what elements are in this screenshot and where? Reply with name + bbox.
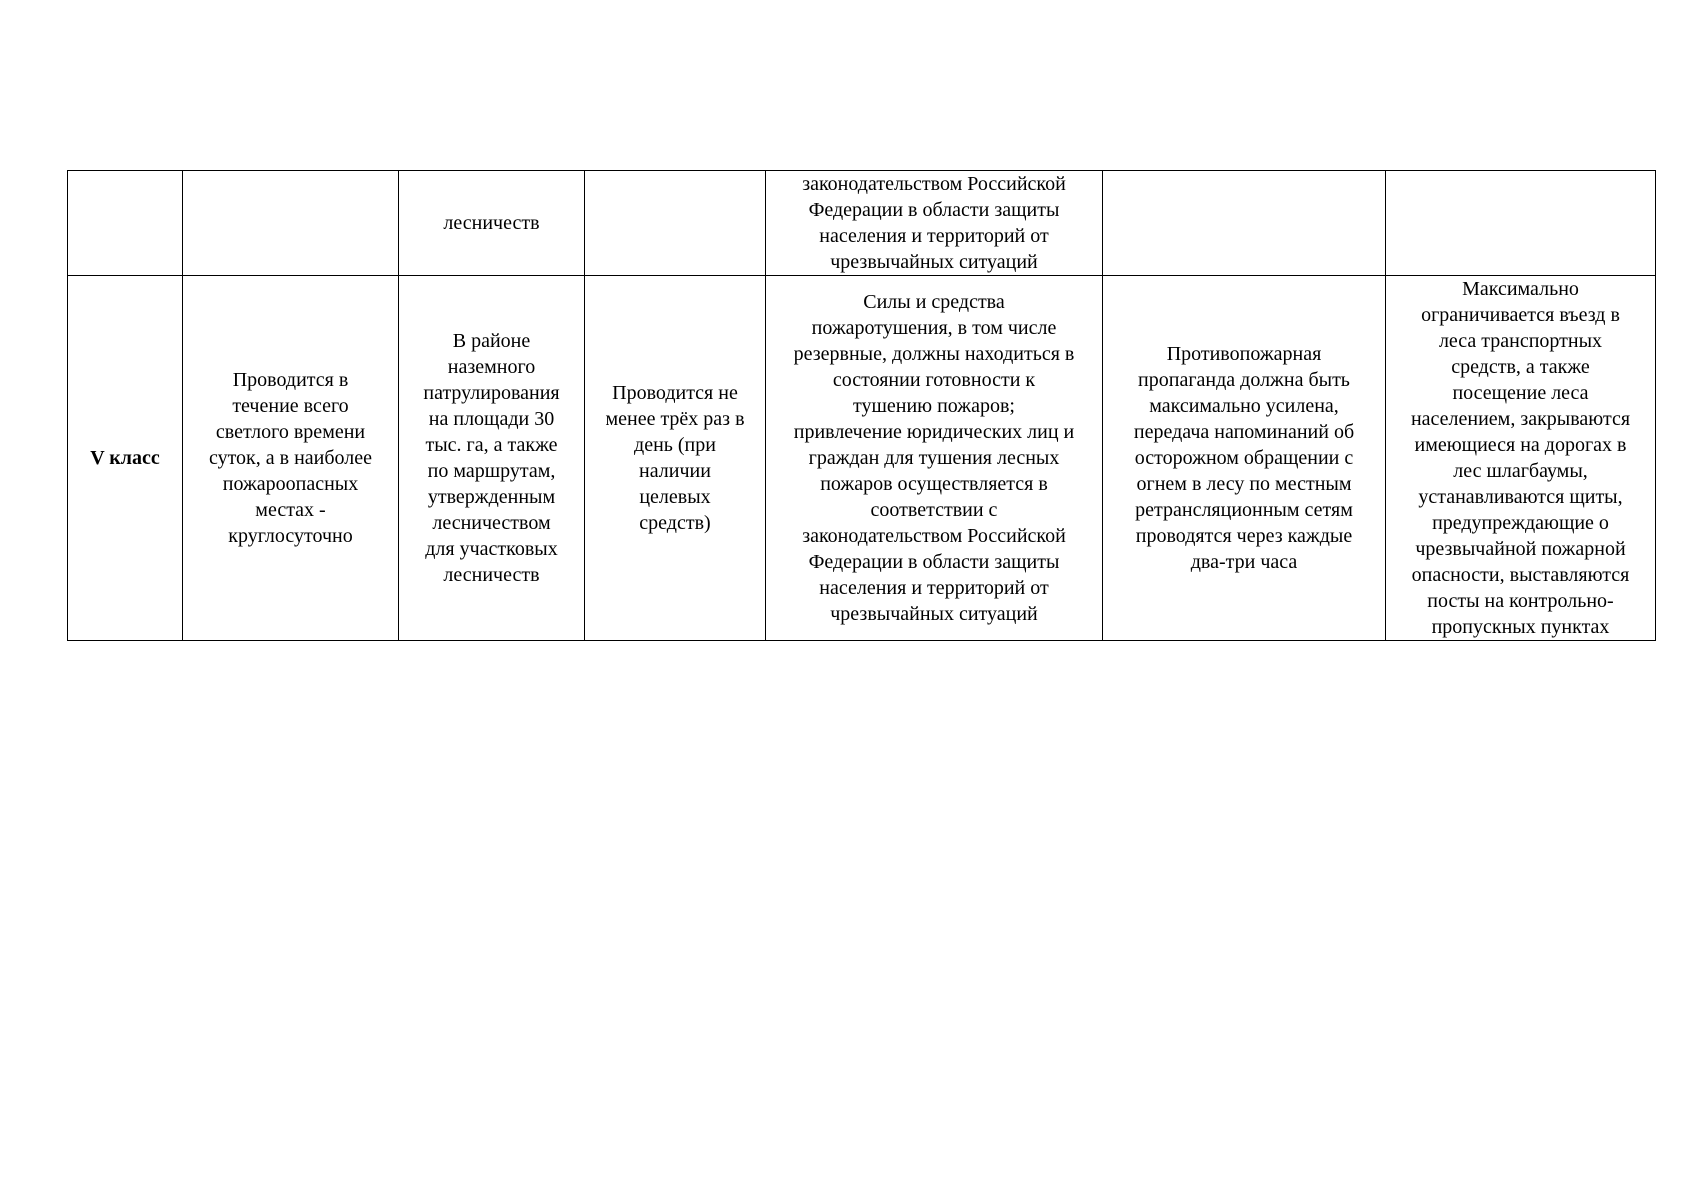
table-cell-class: V класс xyxy=(68,276,183,641)
table-cell-frequency xyxy=(585,171,766,276)
table-cell-propaganda: Противопожарная пропаганда должна быть максимально усилена, передача напоминаний об осторожном обращении с огнем в лесу по местным ретрансляционным сетям проводятся через каждые два-три часа xyxy=(1103,276,1386,641)
table-cell-class xyxy=(68,171,183,276)
table-cell-restrictions: Максимально ограничивается въезд в леса транспортных средств, а также посещение леса населением, закрываются имеющиеся на дорогах в лес шлагбаумы, устанавливаются щиты, предупреждающие о чрезвычайной пожарной опасности, выставляются посты на контрольно- пропускных пунктах xyxy=(1386,276,1656,641)
table-cell-propaganda xyxy=(1103,171,1386,276)
table-cell-restrictions xyxy=(1386,171,1656,276)
table-cell-patrol-area: В районе наземного патрулирования на площади 30 тыс. га, а также по маршрутам, утвержденным лесничеством для участковых лесничеств xyxy=(399,276,585,641)
table-cell-patrol-time xyxy=(183,171,399,276)
table-cell-frequency: Проводится не менее трёх раз в день (при наличии целевых средств) xyxy=(585,276,766,641)
table-row xyxy=(68,276,1656,641)
table-cell-firefighting-forces: Силы и средства пожаротушения, в том числе резервные, должны находиться в состоянии готовности к тушению пожаров; привлечение юридических лиц и граждан для тушения лесных пожаров осуществляется в соответствии с законодательством Российской Федерации в области защиты населения и территорий от чрезвычайных ситуаций xyxy=(766,276,1103,641)
table-cell-firefighting-forces: законодательством Российской Федерации в области защиты населения и территорий от чрезвычайных ситуаций xyxy=(766,171,1103,276)
table-cell-patrol-time: Проводится в течение всего светлого времени суток, а в наиболее пожароопасных местах - круглосуточно xyxy=(183,276,399,641)
fire-danger-measures-table xyxy=(67,170,1656,641)
table-cell-patrol-area: лесничеств xyxy=(399,171,585,276)
table-row xyxy=(68,171,1656,276)
